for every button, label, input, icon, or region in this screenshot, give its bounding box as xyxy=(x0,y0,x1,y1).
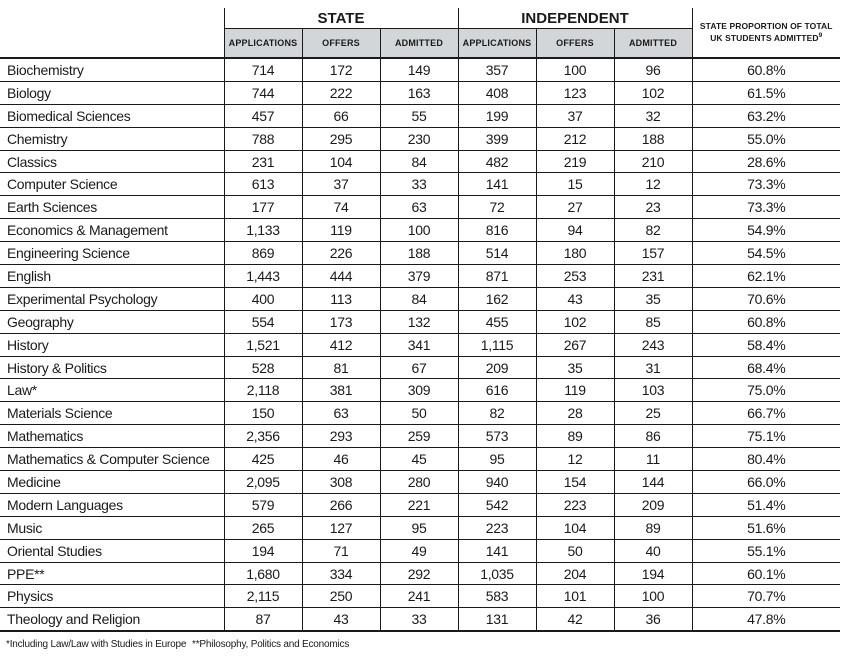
value-cell: 100 xyxy=(536,58,614,81)
column-header-independent-admitted: ADMITTED xyxy=(614,29,692,59)
value-cell: 71 xyxy=(302,539,380,562)
subject-cell: Medicine xyxy=(0,471,224,494)
value-cell: 2,115 xyxy=(224,585,302,608)
subject-cell: History & Politics xyxy=(0,356,224,379)
value-cell: 94 xyxy=(536,219,614,242)
value-cell: 95 xyxy=(458,448,536,471)
value-cell: 223 xyxy=(458,516,536,539)
state-proportion-cell: 55.1% xyxy=(692,539,840,562)
value-cell: 2,356 xyxy=(224,425,302,448)
subject-cell: Earth Sciences xyxy=(0,196,224,219)
table-row xyxy=(0,219,840,242)
value-cell: 12 xyxy=(536,448,614,471)
state-proportion-cell: 80.4% xyxy=(692,448,840,471)
value-cell: 149 xyxy=(380,58,458,81)
value-cell: 357 xyxy=(458,58,536,81)
value-cell: 74 xyxy=(302,196,380,219)
value-cell: 35 xyxy=(536,356,614,379)
table-row xyxy=(0,242,840,265)
value-cell: 583 xyxy=(458,585,536,608)
value-cell: 72 xyxy=(458,196,536,219)
value-cell: 177 xyxy=(224,196,302,219)
subject-cell: Chemistry xyxy=(0,127,224,150)
table-row xyxy=(0,585,840,608)
value-cell: 341 xyxy=(380,333,458,356)
value-cell: 40 xyxy=(614,539,692,562)
table-row xyxy=(0,516,840,539)
value-cell: 50 xyxy=(380,402,458,425)
subject-cell: Modern Languages xyxy=(0,493,224,516)
value-cell: 616 xyxy=(458,379,536,402)
value-cell: 226 xyxy=(302,242,380,265)
value-cell: 295 xyxy=(302,127,380,150)
table-row xyxy=(0,333,840,356)
value-cell: 37 xyxy=(536,104,614,127)
subject-cell: Biochemistry xyxy=(0,58,224,81)
table-row xyxy=(0,562,840,585)
value-cell: 1,443 xyxy=(224,265,302,288)
table-row xyxy=(0,379,840,402)
value-cell: 50 xyxy=(536,539,614,562)
value-cell: 788 xyxy=(224,127,302,150)
value-cell: 194 xyxy=(614,562,692,585)
value-cell: 204 xyxy=(536,562,614,585)
value-cell: 84 xyxy=(380,287,458,310)
value-cell: 309 xyxy=(380,379,458,402)
table-row xyxy=(0,81,840,104)
value-cell: 222 xyxy=(302,81,380,104)
value-cell: 265 xyxy=(224,516,302,539)
value-cell: 162 xyxy=(458,287,536,310)
value-cell: 221 xyxy=(380,493,458,516)
value-cell: 173 xyxy=(302,310,380,333)
value-cell: 714 xyxy=(224,58,302,81)
value-cell: 89 xyxy=(536,425,614,448)
subject-cell: PPE** xyxy=(0,562,224,585)
value-cell: 85 xyxy=(614,310,692,333)
state-proportion-cell: 70.7% xyxy=(692,585,840,608)
value-cell: 28 xyxy=(536,402,614,425)
value-cell: 63 xyxy=(302,402,380,425)
state-proportion-cell: 60.1% xyxy=(692,562,840,585)
state-proportion-cell: 54.9% xyxy=(692,219,840,242)
value-cell: 940 xyxy=(458,471,536,494)
value-cell: 102 xyxy=(614,81,692,104)
value-cell: 84 xyxy=(380,150,458,173)
value-cell: 210 xyxy=(614,150,692,173)
value-cell: 293 xyxy=(302,425,380,448)
value-cell: 46 xyxy=(302,448,380,471)
value-cell: 259 xyxy=(380,425,458,448)
value-cell: 36 xyxy=(614,608,692,631)
table-row xyxy=(0,173,840,196)
state-proportion-cell: 60.8% xyxy=(692,58,840,81)
value-cell: 379 xyxy=(380,265,458,288)
column-header-independent-offers: OFFERS xyxy=(536,29,614,59)
value-cell: 1,115 xyxy=(458,333,536,356)
value-cell: 12 xyxy=(614,173,692,196)
value-cell: 104 xyxy=(536,516,614,539)
state-proportion-cell: 54.5% xyxy=(692,242,840,265)
value-cell: 871 xyxy=(458,265,536,288)
value-cell: 131 xyxy=(458,608,536,631)
table-row xyxy=(0,539,840,562)
value-cell: 2,095 xyxy=(224,471,302,494)
table-row xyxy=(0,127,840,150)
value-cell: 223 xyxy=(536,493,614,516)
value-cell: 869 xyxy=(224,242,302,265)
value-cell: 455 xyxy=(458,310,536,333)
column-header-independent-applications: APPLICATIONS xyxy=(458,29,536,59)
value-cell: 188 xyxy=(380,242,458,265)
value-cell: 400 xyxy=(224,287,302,310)
value-cell: 63 xyxy=(380,196,458,219)
value-cell: 86 xyxy=(614,425,692,448)
state-proportion-cell: 75.1% xyxy=(692,425,840,448)
subject-cell: Classics xyxy=(0,150,224,173)
value-cell: 100 xyxy=(614,585,692,608)
value-cell: 42 xyxy=(536,608,614,631)
table-row xyxy=(0,402,840,425)
value-cell: 444 xyxy=(302,265,380,288)
value-cell: 101 xyxy=(536,585,614,608)
value-cell: 199 xyxy=(458,104,536,127)
value-cell: 103 xyxy=(614,379,692,402)
value-cell: 32 xyxy=(614,104,692,127)
value-cell: 308 xyxy=(302,471,380,494)
value-cell: 334 xyxy=(302,562,380,585)
value-cell: 15 xyxy=(536,173,614,196)
table-row xyxy=(0,196,840,219)
value-cell: 87 xyxy=(224,608,302,631)
subject-cell: Biomedical Sciences xyxy=(0,104,224,127)
table-row xyxy=(0,58,840,81)
state-proportion-cell: 73.3% xyxy=(692,173,840,196)
value-cell: 43 xyxy=(302,608,380,631)
value-cell: 157 xyxy=(614,242,692,265)
value-cell: 613 xyxy=(224,173,302,196)
value-cell: 55 xyxy=(380,104,458,127)
table-row xyxy=(0,493,840,516)
state-proportion-cell: 75.0% xyxy=(692,379,840,402)
table-row xyxy=(0,448,840,471)
column-header-state-admitted: ADMITTED xyxy=(380,29,458,59)
value-cell: 119 xyxy=(302,219,380,242)
value-cell: 180 xyxy=(536,242,614,265)
subject-cell: Materials Science xyxy=(0,402,224,425)
subject-cell: Theology and Religion xyxy=(0,608,224,631)
value-cell: 209 xyxy=(614,493,692,516)
value-cell: 542 xyxy=(458,493,536,516)
subject-cell: Music xyxy=(0,516,224,539)
proportion-header-line1: STATE PROPORTION OF TOTAL xyxy=(699,21,833,32)
table-row xyxy=(0,310,840,333)
value-cell: 37 xyxy=(302,173,380,196)
state-proportion-cell: 70.6% xyxy=(692,287,840,310)
subject-cell: Mathematics xyxy=(0,425,224,448)
value-cell: 82 xyxy=(458,402,536,425)
footnote-law: *Including Law/Law with Studies in Europe xyxy=(6,639,187,651)
value-cell: 280 xyxy=(380,471,458,494)
table-row xyxy=(0,608,840,631)
value-cell: 399 xyxy=(458,127,536,150)
value-cell: 267 xyxy=(536,333,614,356)
value-cell: 2,118 xyxy=(224,379,302,402)
subject-cell: Physics xyxy=(0,585,224,608)
column-header-state-offers: OFFERS xyxy=(302,29,380,59)
value-cell: 49 xyxy=(380,539,458,562)
value-cell: 253 xyxy=(536,265,614,288)
column-group-independent: INDEPENDENT xyxy=(458,8,692,29)
value-cell: 457 xyxy=(224,104,302,127)
value-cell: 219 xyxy=(536,150,614,173)
value-cell: 194 xyxy=(224,539,302,562)
value-cell: 514 xyxy=(458,242,536,265)
value-cell: 33 xyxy=(380,608,458,631)
subject-cell: English xyxy=(0,265,224,288)
value-cell: 408 xyxy=(458,81,536,104)
value-cell: 43 xyxy=(536,287,614,310)
column-header-state-proportion xyxy=(692,8,840,58)
value-cell: 33 xyxy=(380,173,458,196)
state-proportion-cell: 58.4% xyxy=(692,333,840,356)
state-proportion-cell: 51.6% xyxy=(692,516,840,539)
state-proportion-cell: 63.2% xyxy=(692,104,840,127)
value-cell: 231 xyxy=(224,150,302,173)
value-cell: 27 xyxy=(536,196,614,219)
state-proportion-cell: 55.0% xyxy=(692,127,840,150)
subject-cell: Biology xyxy=(0,81,224,104)
value-cell: 412 xyxy=(302,333,380,356)
value-cell: 241 xyxy=(380,585,458,608)
subject-cell: History xyxy=(0,333,224,356)
subject-cell: Law* xyxy=(0,379,224,402)
state-proportion-cell: 66.7% xyxy=(692,402,840,425)
table-body xyxy=(0,58,840,631)
value-cell: 89 xyxy=(614,516,692,539)
value-cell: 96 xyxy=(614,58,692,81)
value-cell: 141 xyxy=(458,173,536,196)
state-proportion-cell: 28.6% xyxy=(692,150,840,173)
value-cell: 95 xyxy=(380,516,458,539)
subject-cell: Mathematics & Computer Science xyxy=(0,448,224,471)
value-cell: 23 xyxy=(614,196,692,219)
value-cell: 141 xyxy=(458,539,536,562)
table-row xyxy=(0,104,840,127)
state-proportion-cell: 66.0% xyxy=(692,471,840,494)
table-header xyxy=(0,8,840,58)
value-cell: 212 xyxy=(536,127,614,150)
value-cell: 554 xyxy=(224,310,302,333)
footnote-ppe: **Philosophy, Politics and Economics xyxy=(192,639,350,651)
value-cell: 127 xyxy=(302,516,380,539)
value-cell: 45 xyxy=(380,448,458,471)
column-group-state: STATE xyxy=(224,8,458,29)
value-cell: 82 xyxy=(614,219,692,242)
table-row xyxy=(0,471,840,494)
value-cell: 35 xyxy=(614,287,692,310)
table-row xyxy=(0,150,840,173)
value-cell: 1,133 xyxy=(224,219,302,242)
value-cell: 528 xyxy=(224,356,302,379)
value-cell: 144 xyxy=(614,471,692,494)
value-cell: 123 xyxy=(536,81,614,104)
subject-cell: Engineering Science xyxy=(0,242,224,265)
value-cell: 154 xyxy=(536,471,614,494)
value-cell: 744 xyxy=(224,81,302,104)
value-cell: 231 xyxy=(614,265,692,288)
value-cell: 482 xyxy=(458,150,536,173)
value-cell: 816 xyxy=(458,219,536,242)
state-proportion-cell: 62.1% xyxy=(692,265,840,288)
state-proportion-cell: 47.8% xyxy=(692,608,840,631)
value-cell: 425 xyxy=(224,448,302,471)
value-cell: 381 xyxy=(302,379,380,402)
proportion-header-line2: UK STUDENTS ADMITTED$^9$ xyxy=(710,32,823,43)
value-cell: 243 xyxy=(614,333,692,356)
value-cell: 266 xyxy=(302,493,380,516)
footnote-ref-9: 9 xyxy=(818,32,823,40)
value-cell: 66 xyxy=(302,104,380,127)
value-cell: 292 xyxy=(380,562,458,585)
value-cell: 25 xyxy=(614,402,692,425)
state-proportion-cell: 60.8% xyxy=(692,310,840,333)
value-cell: 132 xyxy=(380,310,458,333)
value-cell: 113 xyxy=(302,287,380,310)
value-cell: 104 xyxy=(302,150,380,173)
value-cell: 81 xyxy=(302,356,380,379)
state-proportion-cell: 68.4% xyxy=(692,356,840,379)
value-cell: 11 xyxy=(614,448,692,471)
value-cell: 163 xyxy=(380,81,458,104)
value-cell: 102 xyxy=(536,310,614,333)
value-cell: 209 xyxy=(458,356,536,379)
value-cell: 31 xyxy=(614,356,692,379)
value-cell: 172 xyxy=(302,58,380,81)
subject-cell: Experimental Psychology xyxy=(0,287,224,310)
value-cell: 250 xyxy=(302,585,380,608)
group-header-row xyxy=(0,8,840,29)
corner-cell xyxy=(0,8,224,58)
table-row xyxy=(0,265,840,288)
state-proportion-cell: 73.3% xyxy=(692,196,840,219)
value-cell: 100 xyxy=(380,219,458,242)
value-cell: 1,521 xyxy=(224,333,302,356)
state-proportion-cell: 61.5% xyxy=(692,81,840,104)
value-cell: 573 xyxy=(458,425,536,448)
table-row xyxy=(0,287,840,310)
value-cell: 188 xyxy=(614,127,692,150)
subject-cell: Economics & Management xyxy=(0,219,224,242)
subject-cell: Computer Science xyxy=(0,173,224,196)
value-cell: 579 xyxy=(224,493,302,516)
value-cell: 67 xyxy=(380,356,458,379)
value-cell: 119 xyxy=(536,379,614,402)
column-header-state-applications: APPLICATIONS xyxy=(224,29,302,59)
subject-cell: Geography xyxy=(0,310,224,333)
value-cell: 1,035 xyxy=(458,562,536,585)
subject-cell: Oriental Studies xyxy=(0,539,224,562)
admissions-statistics-page xyxy=(0,8,863,662)
state-proportion-cell: 51.4% xyxy=(692,493,840,516)
table-row xyxy=(0,425,840,448)
footnotes xyxy=(6,639,863,650)
value-cell: 1,680 xyxy=(224,562,302,585)
table-row xyxy=(0,356,840,379)
value-cell: 230 xyxy=(380,127,458,150)
value-cell: 150 xyxy=(224,402,302,425)
admissions-table xyxy=(0,8,840,632)
